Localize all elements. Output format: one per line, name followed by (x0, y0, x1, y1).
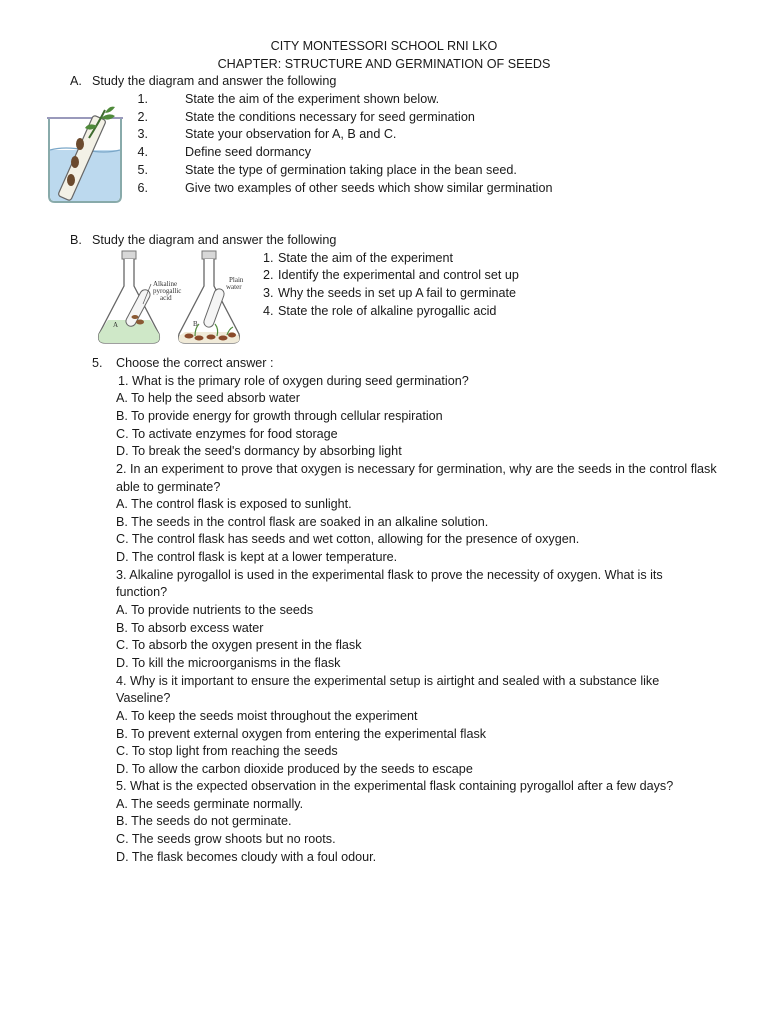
section-a-instruction: Study the diagram and answer the following (92, 74, 337, 88)
section-b-q-number: 2. (263, 268, 274, 282)
section-b-q-text: State the aim of the experiment (278, 251, 454, 265)
mcq-option: D. To kill the microorganisms in the flask (116, 656, 341, 670)
mcq-option: A. The seeds germinate normally. (116, 797, 304, 811)
section-b-q-number: 3. (263, 286, 274, 300)
section-a-q-number: 2. (137, 110, 148, 124)
section-b-q-number: 1. (263, 251, 274, 265)
beaker-diagram (45, 104, 129, 206)
section-a-q-text: State the type of germination taking place in the bean seed. (185, 163, 517, 177)
mcq-question-cont: able to germinate? (116, 480, 221, 494)
mcq-number: 5. (92, 356, 103, 370)
mcq-option: B. To provide energy for growth through cellular respiration (116, 409, 443, 423)
school-name: CITY MONTESSORI SCHOOL RNI LKO (270, 39, 498, 53)
mcq-option: B. To prevent external oxygen from entering the experimental flask (116, 727, 487, 741)
mcq-option: D. To allow the carbon dioxide produced by the seeds to escape (116, 762, 473, 776)
section-a-q-text: State the aim of the experiment shown below. (185, 92, 440, 106)
section-a-q-number: 5. (137, 163, 148, 177)
mcq-option: B. The seeds in the control flask are soaked in an alkaline solution. (116, 515, 489, 529)
mcq-question: 2. In an experiment to prove that oxygen is necessary for germination, why are the seeds in the control flask (116, 462, 717, 476)
mcq-option: B. To absorb excess water (116, 621, 264, 635)
section-a-q-text: State the conditions necessary for seed germination (185, 110, 475, 124)
flask-a (99, 251, 182, 343)
section-a-letter: A. (70, 74, 82, 88)
flask-b (179, 251, 244, 343)
mcq-option: C. To stop light from reaching the seeds (116, 744, 338, 758)
flask-a-label: pyrogallic (153, 287, 182, 295)
mcq-option: A. To keep the seeds moist throughout the experiment (116, 709, 418, 723)
flask-diagram (95, 250, 255, 346)
mcq-title: Choose the correct answer : (116, 356, 274, 370)
mcq-option: D. The flask becomes cloudy with a foul odour. (116, 850, 377, 864)
mcq-question: 4. Why is it important to ensure the experimental setup is airtight and sealed with a substance like (116, 674, 660, 688)
mcq-question: 5. What is the expected observation in the experimental flask containing pyrogallol after a few days? (116, 779, 674, 793)
section-a-q-text: Define seed dormancy (185, 145, 312, 159)
mcq-option: D. To break the seed's dormancy by absorbing light (116, 444, 402, 458)
flask-b-letter: B (193, 320, 198, 328)
flask-b-label: Plain (229, 276, 244, 284)
mcq-option: C. The seeds grow shoots but no roots. (116, 832, 336, 846)
flask-a-letter: A (113, 321, 119, 329)
mcq-question-cont: function? (116, 585, 168, 599)
mcq-option: D. The control flask is kept at a lower temperature. (116, 550, 398, 564)
flask-a-label: Alkaline (153, 280, 178, 288)
section-a-q-number: 6. (137, 181, 148, 195)
mcq-option: B. The seeds do not germinate. (116, 814, 292, 828)
mcq-option: C. The control flask has seeds and wet cotton, allowing for the presence of oxygen. (116, 532, 580, 546)
mcq-question: 1. What is the primary role of oxygen during seed germination? (118, 374, 469, 388)
section-b-letter: B. (70, 233, 82, 247)
section-a-q-number: 4. (137, 145, 148, 159)
mcq-option: A. To help the seed absorb water (116, 391, 300, 405)
mcq-option: A. The control flask is exposed to sunlight. (116, 497, 352, 511)
section-b-q-text: Identify the experimental and control set up (278, 268, 519, 282)
section-a-q-number: 1. (137, 92, 148, 106)
section-a-q-number: 3. (137, 127, 148, 141)
mcq-option: C. To activate enzymes for food storage (116, 427, 338, 441)
mcq-option: A. To provide nutrients to the seeds (116, 603, 314, 617)
section-b-q-number: 4. (263, 304, 274, 318)
section-b-q-text: State the role of alkaline pyrogallic acid (278, 304, 497, 318)
mcq-question-cont: Vaseline? (116, 691, 171, 705)
flask-a-label: acid (160, 294, 172, 302)
section-a-q-text: Give two examples of other seeds which show similar germination (185, 181, 553, 195)
mcq-question: 3. Alkaline pyrogallol is used in the experimental flask to prove the necessity of oxygen. What is its (116, 568, 663, 582)
flask-b-label: water (226, 283, 242, 291)
mcq-option: C. To absorb the oxygen present in the flask (116, 638, 362, 652)
section-a-q-text: State your observation for A, B and C. (185, 127, 397, 141)
chapter-title: CHAPTER: STRUCTURE AND GERMINATION OF SEEDS (217, 57, 551, 71)
section-b-instruction: Study the diagram and answer the following (92, 233, 337, 247)
section-b-q-text: Why the seeds in set up A fail to germinate (278, 286, 517, 300)
